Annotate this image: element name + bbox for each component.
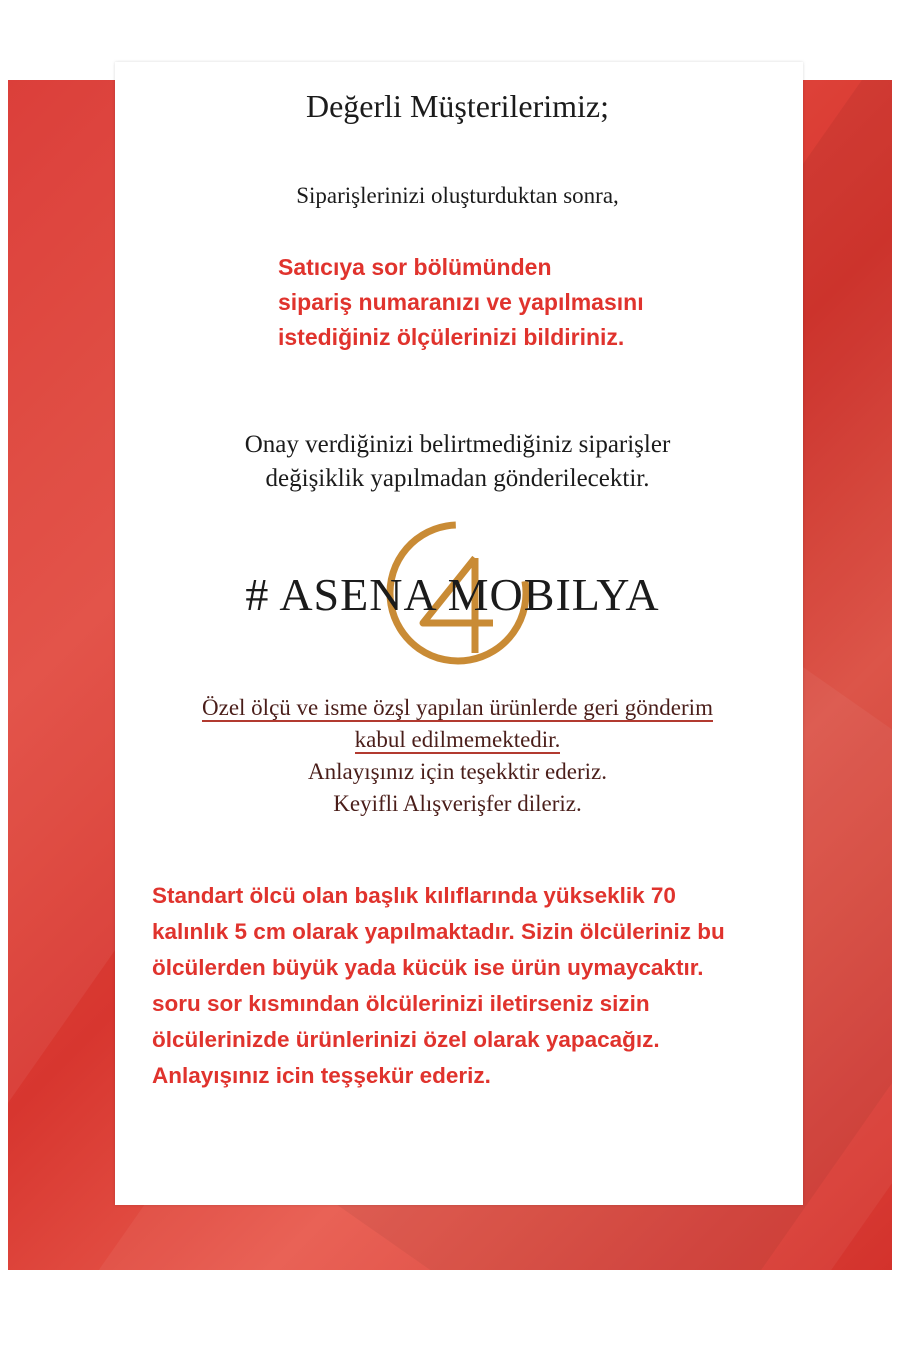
warning-line: Onay verdiğinizi belirtmediğiniz siparişler bbox=[244, 431, 671, 458]
info-line: ölcülerinizde ürünlerinizi özel olarak yapacağız. bbox=[152, 1027, 660, 1052]
brand-name: # ASENA MOBILYA bbox=[245, 569, 660, 620]
standard-size-info bbox=[152, 878, 852, 1094]
thanks-line: Anlayışınız için teşekktir ederiz. bbox=[308, 759, 607, 784]
instruction-line: Satıcıya sor bölümünden bbox=[278, 254, 552, 280]
warning-line: değişiklik yapılmadan gönderilecektir. bbox=[265, 465, 650, 492]
return-policy-underlined: Özel ölçü ve isme özşl yapılan ürünlerde geri gönderim bbox=[202, 695, 713, 720]
approval-warning bbox=[0, 428, 900, 496]
return-policy bbox=[0, 692, 900, 820]
instruction-line: istediğiniz ölçülerinizi bildiriniz. bbox=[278, 324, 625, 350]
info-line: kalınlık 5 cm olarak yapılmaktadır. Sizin ölcüleriniz bu bbox=[152, 919, 725, 944]
intro-text: Siparişlerinizi oluşturduktan sonra, bbox=[296, 183, 619, 208]
return-policy-line bbox=[0, 724, 900, 756]
info-line: ölcülerden büyük yada kücük ise ürün uymaycaktır. bbox=[152, 955, 704, 980]
info-line: soru sor kısmından ölcülerinizi iletirseniz sizin bbox=[152, 991, 650, 1016]
greeting-heading: Değerli Müşterilerimiz; bbox=[305, 88, 609, 124]
instructions-block bbox=[278, 250, 644, 355]
instruction-line: sipariş numaranızı ve yapılmasını bbox=[278, 289, 644, 315]
wishes-line: Keyifli Alışverişfer dileriz. bbox=[333, 791, 582, 816]
return-policy-line bbox=[0, 692, 900, 724]
info-line: Standart ölcü olan başlık kılıflarında yükseklik 70 bbox=[152, 883, 676, 908]
info-line: Anlayışınız icin teşşekür ederiz. bbox=[152, 1063, 491, 1088]
return-policy-underlined: kabul edilmemektedir. bbox=[354, 727, 561, 752]
